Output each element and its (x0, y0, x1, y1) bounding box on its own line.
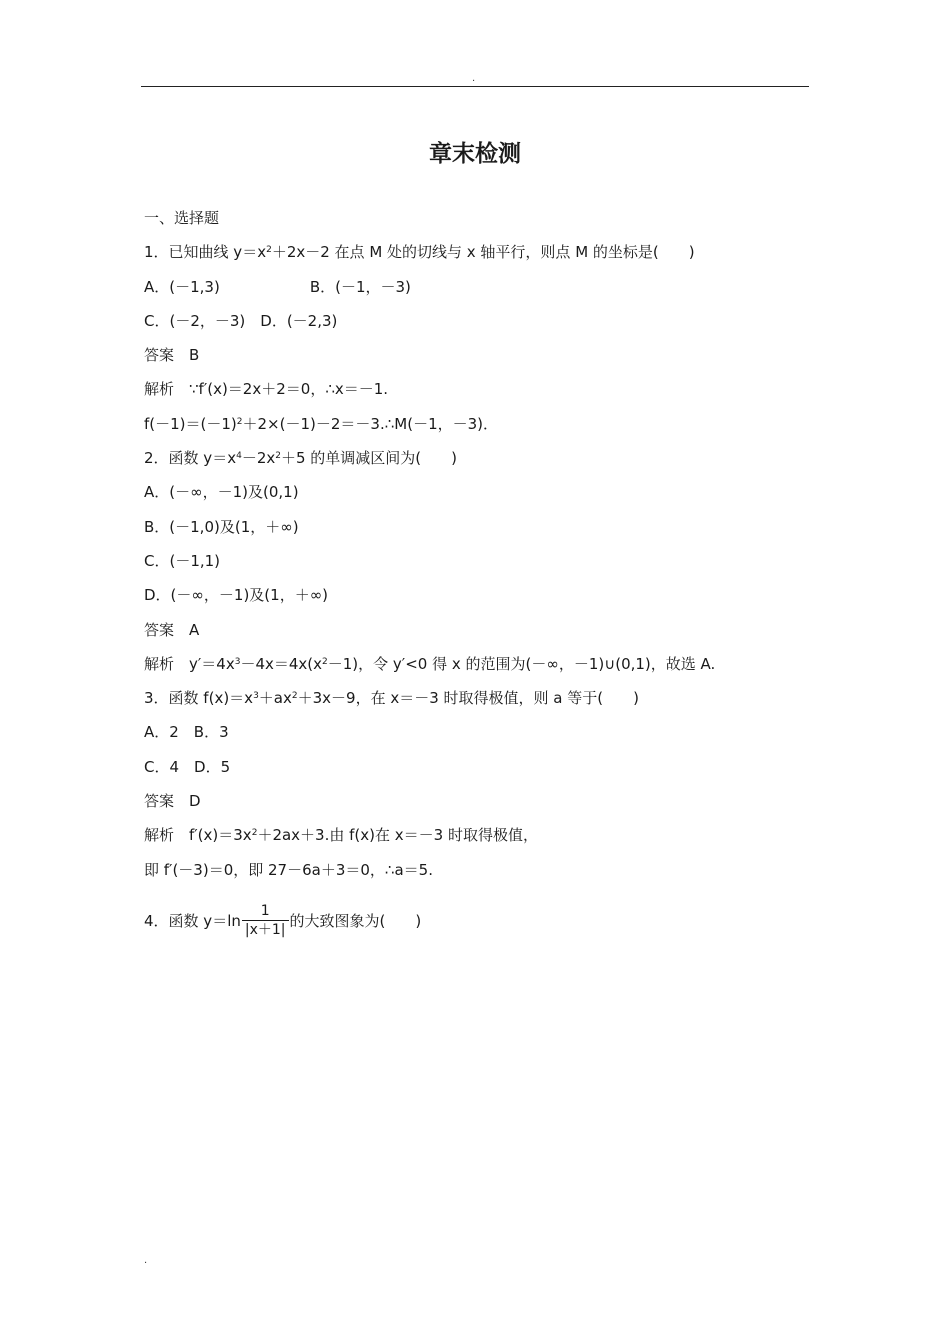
document-body (144, 205, 824, 943)
page-title: 章末检测 (429, 141, 521, 167)
q3-solution-1: 解析 $f'(x)=3x^2+2ax+3$.由 f(x)在 x＝－3 时取得极值， (144, 826, 538, 845)
q3-answer: 答案 D (144, 792, 201, 811)
q3-options-cd: C．4 D．5 (144, 757, 231, 776)
q2-option-d: D．(－∞，－1)及(1，＋∞) (144, 586, 329, 605)
q1-solution-2: $f(-1)=(-1)^2+2\times(-1)-2=-3.\therefore M(-1$，－3)． (144, 414, 499, 433)
q3-stem: 3．函数 $f(x)=x^3+ax^2+3x-9$，在 x＝－3 时取得极值，则 a 等于( ) (144, 689, 639, 708)
fraction (242, 902, 289, 939)
q4-stem: 4．函数 y＝ln $\frac{1}{|x+1|}$ 的大致图象为( ) (144, 903, 422, 939)
fraction-numerator: 1 (260, 903, 270, 920)
q2-option-b: B．(－1,0)及(1，＋∞) (144, 517, 299, 536)
header-mark: . (472, 73, 476, 84)
q3-options-ab: A．2 B．3 (144, 723, 229, 742)
q1-solution-1: 解析 ∵f′(x)＝2x＋2＝0，∴x＝－1. (144, 380, 389, 399)
q2-solution: 解析 $y'=4x^3-4x=4x(x^2-1)$，令 y′<0 得 x 的范围为(－∞，－1)∪(0,1)，故选 A. (144, 654, 716, 673)
q2-option-c: C．(－1,1) (144, 551, 221, 570)
q2-answer: 答案 A (144, 620, 200, 639)
q2-option-a: A．(－∞，－1)及(0,1) (144, 483, 299, 502)
q1-options-cd: C．(－2，－3) D．(－2,3) (144, 311, 338, 330)
footer-mark: . (144, 1255, 148, 1266)
header-rule (141, 86, 809, 87)
q1-stem: 1．已知曲线 $y=x^2+2x-2$ 在点 M 处的切线与 x 轴平行，则点 M 的坐标是( ) (144, 243, 695, 262)
q1-answer: 答案 B (144, 346, 200, 365)
q3-solution-2: 即 f′(－3)＝0，即 27－6a＋3＝0，∴a＝5. (144, 860, 433, 879)
q2-stem: 2．函数 $y=x^4-2x^2+5$ 的单调减区间为( ) (144, 449, 457, 468)
fraction-denominator: |x＋1| (242, 920, 289, 939)
section-heading: 一、选择题 (144, 209, 220, 227)
q1-options-ab: A．(－1,3) B．(－1，－3) (144, 277, 411, 296)
